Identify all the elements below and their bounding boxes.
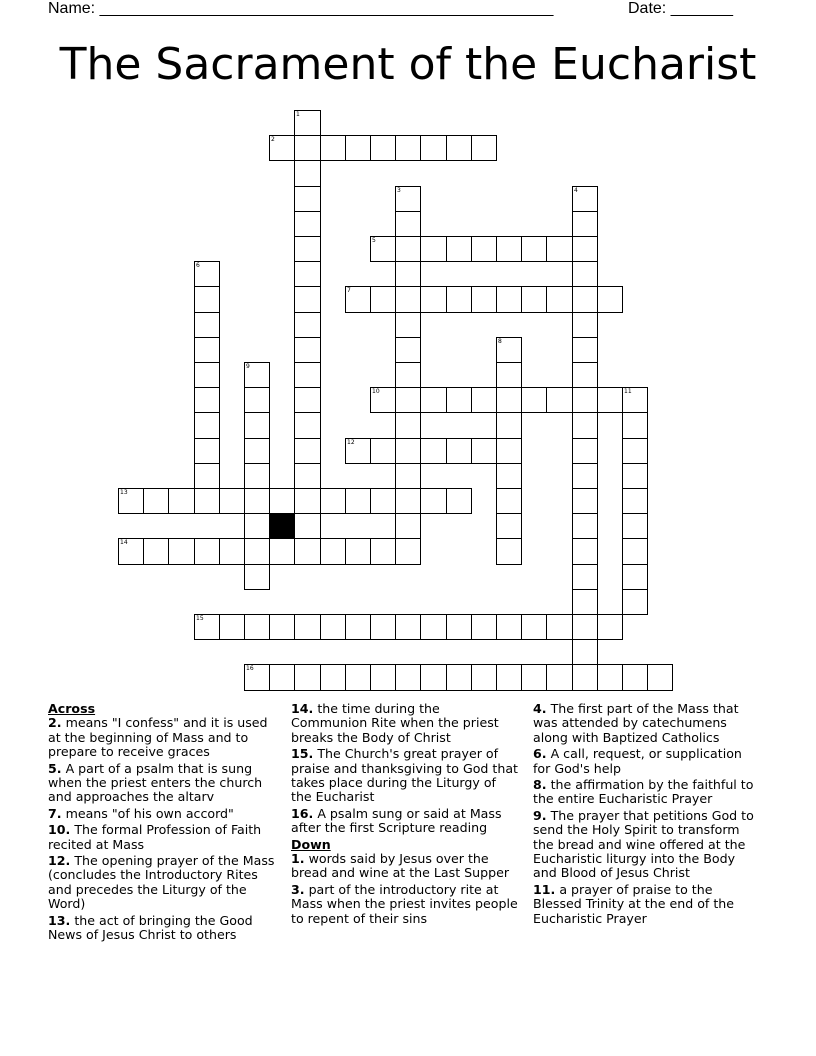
clue-number: 14. bbox=[291, 701, 314, 716]
grid-cell[interactable] bbox=[521, 286, 547, 313]
grid-cell[interactable] bbox=[521, 614, 547, 640]
grid-cell[interactable] bbox=[395, 337, 421, 363]
grid-cell[interactable] bbox=[244, 387, 270, 413]
clue-number: 12. bbox=[48, 853, 71, 869]
clue-number-label: 11 bbox=[624, 388, 632, 395]
name-field[interactable]: Name: ___________________________________________________ bbox=[48, 0, 554, 17]
grid-cell[interactable] bbox=[294, 286, 321, 313]
grid-cell[interactable] bbox=[194, 438, 220, 464]
grid-cell[interactable] bbox=[572, 664, 598, 691]
grid-cell[interactable] bbox=[395, 362, 421, 388]
grid-cell[interactable] bbox=[194, 538, 220, 565]
grid-cell[interactable] bbox=[395, 312, 421, 338]
clue-text: A part of a psalm that is sung when the priest enters the church and approaches the altarv bbox=[48, 760, 263, 805]
grid-cell[interactable] bbox=[370, 664, 396, 691]
grid-cell[interactable] bbox=[395, 211, 421, 237]
grid-cell[interactable] bbox=[446, 286, 472, 313]
grid-cell[interactable] bbox=[572, 412, 598, 439]
clue-item bbox=[533, 809, 761, 881]
clue-number-label: 14 bbox=[120, 539, 128, 546]
grid-cell[interactable] bbox=[395, 488, 421, 514]
clue-text: words said by Jesus over the bread and wine at the Last Supper bbox=[291, 851, 510, 881]
grid-cell[interactable] bbox=[420, 286, 447, 313]
clue-number: 7. bbox=[48, 805, 62, 821]
clue-number: 16. bbox=[291, 805, 314, 821]
grid-cell[interactable] bbox=[294, 312, 321, 338]
grid-cell[interactable] bbox=[521, 236, 547, 262]
clue-text: means "I confess" and it is used at the beginning of Mass and to prepare to receive graces bbox=[48, 715, 268, 760]
shaded-cell bbox=[269, 513, 295, 539]
grid-cell[interactable] bbox=[395, 463, 421, 489]
grid-cell[interactable] bbox=[446, 236, 472, 262]
grid-cell[interactable] bbox=[622, 589, 648, 615]
grid-cell[interactable] bbox=[597, 614, 623, 640]
grid-cell[interactable] bbox=[395, 438, 421, 464]
clue-number-label: 9 bbox=[246, 363, 250, 370]
clue-number: 5. bbox=[48, 760, 62, 776]
clue-number-label: 3 bbox=[397, 187, 401, 194]
clue-number-label: 15 bbox=[196, 615, 204, 622]
clue-heading: Across bbox=[48, 701, 96, 716]
clue-number: 9. bbox=[533, 807, 547, 823]
clue-heading: Down bbox=[291, 836, 331, 852]
grid-cell[interactable] bbox=[294, 261, 321, 287]
grid-cell[interactable] bbox=[446, 614, 472, 640]
grid-cell[interactable] bbox=[345, 614, 371, 640]
clue-number-label: 8 bbox=[498, 338, 502, 345]
grid-cell[interactable] bbox=[294, 211, 321, 237]
grid-cell[interactable] bbox=[572, 337, 598, 363]
grid-cell[interactable] bbox=[572, 362, 598, 388]
grid-cell[interactable] bbox=[496, 488, 522, 514]
clue-number-label: 4 bbox=[574, 187, 578, 194]
grid-cell[interactable] bbox=[622, 463, 648, 489]
grid-cell[interactable] bbox=[244, 564, 270, 590]
grid-cell[interactable] bbox=[294, 463, 321, 489]
clue-text: The formal Profession of Faith recited at Mass bbox=[48, 822, 262, 852]
clue-number-label: 10 bbox=[372, 388, 380, 395]
grid-cell[interactable] bbox=[496, 538, 522, 565]
grid-cell[interactable] bbox=[219, 538, 245, 565]
clue-item bbox=[48, 854, 276, 912]
clue-text: The opening prayer of the Mass (concludes the Introductory Rites and precedes the Liturgy of the Word) bbox=[48, 853, 275, 912]
grid-cell[interactable] bbox=[294, 538, 321, 565]
grid-cell[interactable] bbox=[597, 664, 623, 691]
clue-text: means "of his own accord" bbox=[61, 805, 234, 821]
clue-item bbox=[533, 702, 761, 745]
grid-cell[interactable] bbox=[471, 236, 497, 262]
grid-cell[interactable] bbox=[597, 387, 623, 413]
page-title: The Sacrament of the Eucharist bbox=[59, 39, 757, 90]
grid-cell[interactable] bbox=[194, 286, 220, 313]
grid-cell[interactable] bbox=[420, 135, 447, 161]
grid-cell[interactable] bbox=[194, 463, 220, 489]
grid-cell[interactable] bbox=[294, 186, 321, 212]
grid-cell[interactable] bbox=[345, 664, 371, 691]
clue-number: 15. bbox=[291, 746, 314, 762]
clue-number-label: 5 bbox=[372, 237, 376, 244]
grid-cell[interactable] bbox=[294, 513, 321, 539]
grid-cell[interactable] bbox=[294, 236, 321, 262]
clue-number: 13. bbox=[48, 912, 71, 928]
grid-cell[interactable] bbox=[496, 236, 522, 262]
grid-cell[interactable] bbox=[420, 438, 447, 464]
grid-cell[interactable] bbox=[496, 286, 522, 313]
grid-cell[interactable] bbox=[194, 488, 220, 514]
grid-cell[interactable] bbox=[294, 412, 321, 439]
clue-number-label: 2 bbox=[271, 136, 275, 143]
grid-cell[interactable] bbox=[572, 261, 598, 287]
grid-cell[interactable] bbox=[446, 664, 472, 691]
clue-number-label: 13 bbox=[120, 489, 128, 496]
grid-cell[interactable] bbox=[471, 664, 497, 691]
grid-cell[interactable] bbox=[572, 589, 598, 615]
grid-cell[interactable] bbox=[622, 438, 648, 464]
clues-column-1 bbox=[48, 702, 276, 945]
grid-cell[interactable] bbox=[521, 664, 547, 691]
grid-cell[interactable] bbox=[395, 135, 421, 161]
clue-text: A call, request, or supplication for God's help bbox=[533, 746, 742, 776]
grid-cell[interactable] bbox=[370, 538, 396, 565]
grid-cell[interactable] bbox=[496, 463, 522, 489]
grid-cell[interactable] bbox=[572, 513, 598, 539]
grid-cell[interactable] bbox=[496, 438, 522, 464]
grid-cell[interactable] bbox=[597, 286, 623, 313]
grid-cell[interactable] bbox=[269, 538, 295, 565]
grid-cell[interactable] bbox=[244, 513, 270, 539]
clues-column-2 bbox=[291, 702, 519, 928]
grid-cell[interactable] bbox=[194, 387, 220, 413]
grid-cell[interactable] bbox=[622, 538, 648, 565]
grid-cell[interactable] bbox=[345, 135, 371, 161]
clue-text: the time during the Communion Rite when the priest breaks the Body of Christ bbox=[291, 701, 499, 745]
grid-cell[interactable] bbox=[572, 236, 598, 262]
grid-cell[interactable] bbox=[345, 488, 371, 514]
clue-item bbox=[48, 823, 276, 852]
grid-cell[interactable] bbox=[546, 664, 573, 691]
grid-cell[interactable] bbox=[496, 614, 522, 640]
clue-text: a prayer of praise to the Blessed Trinity at the end of the Eucharistic Prayer bbox=[533, 881, 735, 926]
clue-number: 4. bbox=[533, 701, 547, 716]
date-field[interactable]: Date: _______ bbox=[628, 0, 733, 17]
clue-number-label: 12 bbox=[347, 439, 355, 446]
grid-cell[interactable] bbox=[395, 664, 421, 691]
grid-cell[interactable] bbox=[269, 488, 295, 514]
clue-item bbox=[48, 716, 276, 759]
grid-cell[interactable] bbox=[446, 488, 472, 514]
grid-cell[interactable] bbox=[420, 614, 447, 640]
grid-cell[interactable] bbox=[546, 614, 573, 640]
grid-cell[interactable] bbox=[194, 312, 220, 338]
grid-cell[interactable] bbox=[244, 614, 270, 640]
grid-cell[interactable] bbox=[496, 387, 522, 413]
grid-cell[interactable] bbox=[446, 135, 472, 161]
clue-item bbox=[48, 807, 276, 821]
grid-cell[interactable] bbox=[244, 488, 270, 514]
clue-item bbox=[533, 778, 761, 807]
grid-cell[interactable] bbox=[446, 387, 472, 413]
clue-item bbox=[48, 914, 276, 943]
grid-cell[interactable] bbox=[572, 463, 598, 489]
grid-cell[interactable] bbox=[572, 438, 598, 464]
grid-cell[interactable] bbox=[572, 639, 598, 665]
grid-cell[interactable] bbox=[269, 614, 295, 640]
grid-cell[interactable] bbox=[370, 438, 396, 464]
grid-cell[interactable] bbox=[244, 438, 270, 464]
clue-item bbox=[291, 807, 519, 836]
grid-cell[interactable] bbox=[143, 538, 169, 565]
clue-number: 2. bbox=[48, 715, 62, 731]
grid-cell[interactable] bbox=[320, 538, 346, 565]
grid-cell[interactable] bbox=[370, 488, 396, 514]
grid-cell[interactable] bbox=[244, 538, 270, 565]
grid-cell[interactable] bbox=[370, 286, 396, 313]
grid-cell[interactable] bbox=[496, 664, 522, 691]
grid-cell[interactable] bbox=[395, 538, 421, 565]
clue-text: part of the introductory rite at Mass when the priest invites people to repent of their sins bbox=[291, 881, 518, 926]
grid-cell[interactable] bbox=[496, 513, 522, 539]
grid-cell[interactable] bbox=[622, 412, 648, 439]
clue-text: The prayer that petitions God to send the Holy Spirit to transform the bread and wine offered at the Eucharistic liturgy into the Body and Blood of Jesus Christ bbox=[533, 807, 754, 881]
grid-cell[interactable] bbox=[647, 664, 673, 691]
grid-cell[interactable] bbox=[294, 362, 321, 388]
clue-number: 10. bbox=[48, 822, 71, 838]
grid-cell[interactable] bbox=[446, 438, 472, 464]
clue-item bbox=[291, 883, 519, 926]
grid-cell[interactable] bbox=[521, 387, 547, 413]
grid-cell[interactable] bbox=[546, 387, 573, 413]
grid-cell[interactable] bbox=[194, 412, 220, 439]
grid-cell[interactable] bbox=[168, 538, 195, 565]
grid-cell[interactable] bbox=[294, 387, 321, 413]
grid-cell[interactable] bbox=[471, 614, 497, 640]
grid-cell[interactable] bbox=[320, 614, 346, 640]
grid-cell[interactable] bbox=[395, 387, 421, 413]
grid-cell[interactable] bbox=[194, 362, 220, 388]
grid-cell[interactable] bbox=[294, 614, 321, 640]
grid-cell[interactable] bbox=[219, 614, 245, 640]
grid-cell[interactable] bbox=[194, 337, 220, 363]
clue-text: The Church's great prayer of praise and thanksgiving to God that takes place during the Liturgy of the Eucharist bbox=[291, 746, 518, 805]
grid-cell[interactable] bbox=[244, 412, 270, 439]
grid-cell[interactable] bbox=[320, 664, 346, 691]
grid-cell[interactable] bbox=[420, 387, 447, 413]
clue-item bbox=[291, 852, 519, 881]
grid-cell[interactable] bbox=[370, 614, 396, 640]
clue-number-label: 7 bbox=[347, 287, 351, 294]
grid-cell[interactable] bbox=[395, 614, 421, 640]
clue-item bbox=[291, 747, 519, 805]
grid-cell[interactable] bbox=[294, 488, 321, 514]
grid-cell[interactable] bbox=[622, 564, 648, 590]
grid-cell[interactable] bbox=[622, 513, 648, 539]
grid-cell[interactable] bbox=[370, 135, 396, 161]
grid-cell[interactable] bbox=[320, 488, 346, 514]
clue-text: The first part of the Mass that was attended by catechumens along with Baptized Catholics bbox=[533, 701, 739, 745]
grid-cell[interactable] bbox=[294, 664, 321, 691]
grid-cell[interactable] bbox=[546, 286, 573, 313]
clue-item bbox=[533, 883, 761, 926]
grid-cell[interactable] bbox=[572, 387, 598, 413]
grid-cell[interactable] bbox=[420, 664, 447, 691]
clue-number: 1. bbox=[291, 851, 305, 867]
grid-cell[interactable] bbox=[395, 513, 421, 539]
grid-cell[interactable] bbox=[471, 286, 497, 313]
grid-cell[interactable] bbox=[168, 488, 195, 514]
grid-cell[interactable] bbox=[572, 564, 598, 590]
grid-cell[interactable] bbox=[143, 488, 169, 514]
grid-cell[interactable] bbox=[294, 160, 321, 187]
grid-cell[interactable] bbox=[395, 236, 421, 262]
grid-cell[interactable] bbox=[622, 488, 648, 514]
grid-cell[interactable] bbox=[572, 538, 598, 565]
grid-cell[interactable] bbox=[294, 438, 321, 464]
grid-cell[interactable] bbox=[572, 614, 598, 640]
clue-item bbox=[291, 702, 519, 745]
grid-cell[interactable] bbox=[622, 664, 648, 691]
grid-cell[interactable] bbox=[546, 236, 573, 262]
grid-cell[interactable] bbox=[572, 211, 598, 237]
grid-cell[interactable] bbox=[395, 261, 421, 287]
clue-number: 6. bbox=[533, 746, 547, 762]
clue-text: A psalm sung or said at Mass after the first Scripture reading bbox=[291, 805, 502, 836]
clue-number-label: 1 bbox=[296, 111, 300, 118]
grid-cell[interactable] bbox=[420, 488, 447, 514]
clue-number-label: 6 bbox=[196, 262, 200, 269]
grid-cell[interactable] bbox=[269, 664, 295, 691]
grid-cell[interactable] bbox=[471, 387, 497, 413]
clues-column-3 bbox=[533, 702, 761, 928]
clue-number: 11. bbox=[533, 881, 556, 897]
grid-cell[interactable] bbox=[572, 312, 598, 338]
grid-cell[interactable] bbox=[572, 488, 598, 514]
grid-cell[interactable] bbox=[395, 412, 421, 439]
clue-number: 8. bbox=[533, 777, 547, 793]
clue-number: 3. bbox=[291, 881, 305, 897]
clue-number-label: 16 bbox=[246, 665, 254, 672]
grid-cell[interactable] bbox=[345, 538, 371, 565]
clue-text: the act of bringing the Good News of Jesus Christ to others bbox=[48, 912, 253, 943]
grid-cell[interactable] bbox=[294, 337, 321, 363]
grid-cell[interactable] bbox=[395, 286, 421, 313]
grid-cell[interactable] bbox=[420, 236, 447, 262]
grid-cell[interactable] bbox=[496, 362, 522, 388]
grid-cell[interactable] bbox=[294, 135, 321, 161]
clue-item bbox=[533, 747, 761, 776]
grid-cell[interactable] bbox=[320, 135, 346, 161]
clue-text: the affirmation by the faithful to the entire Eucharistic Prayer bbox=[533, 777, 754, 807]
grid-cell[interactable] bbox=[471, 135, 497, 161]
grid-cell[interactable] bbox=[219, 488, 245, 514]
grid-cell[interactable] bbox=[244, 463, 270, 489]
grid-cell[interactable] bbox=[471, 438, 497, 464]
grid-cell[interactable] bbox=[572, 286, 598, 313]
clue-item bbox=[48, 762, 276, 805]
grid-cell[interactable] bbox=[496, 412, 522, 439]
